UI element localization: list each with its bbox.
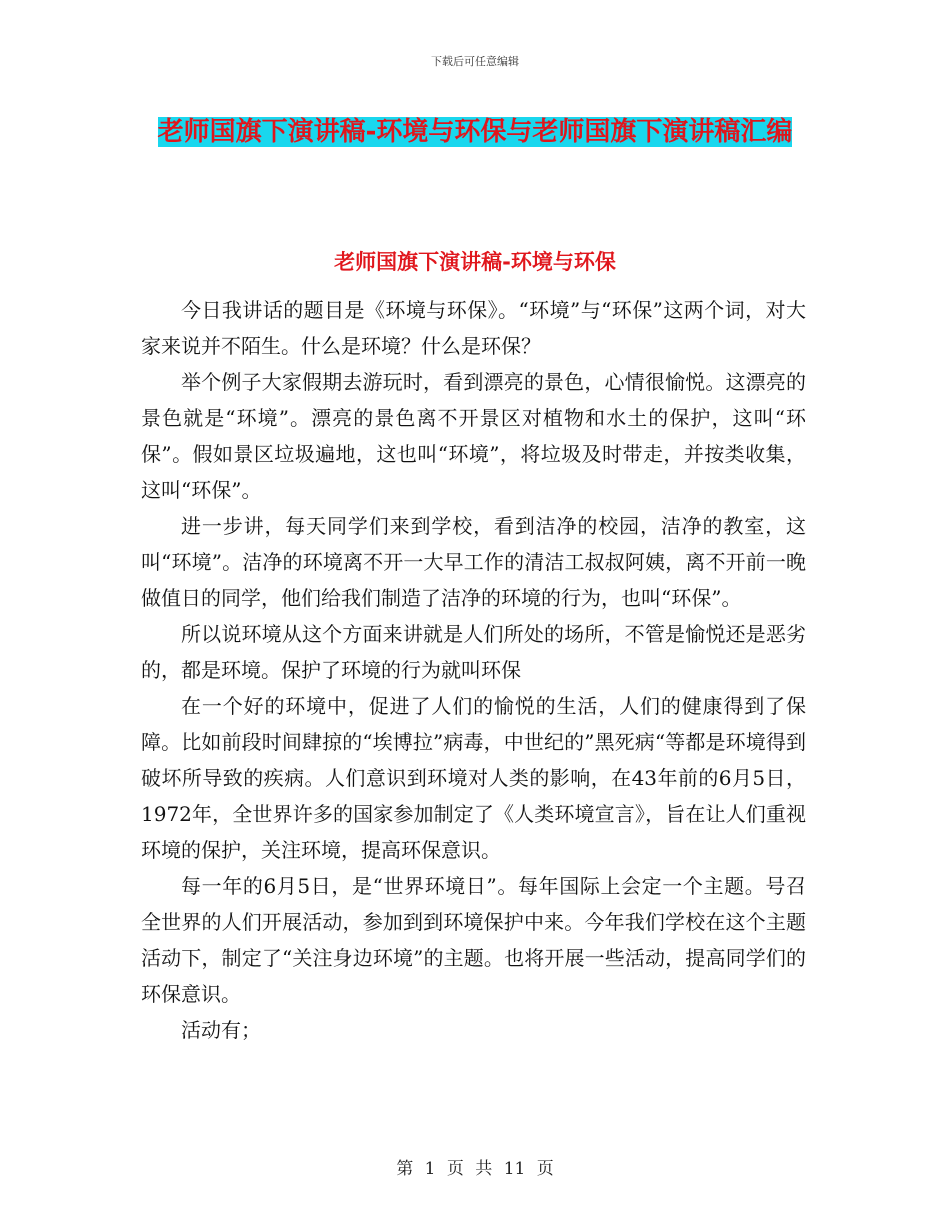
header-note: 下载后可任意编辑 [431,55,519,68]
paragraph: 所以说环境从这个方面来讲就是人们所处的场所，不管是愉悦还是恶劣的，都是环境。保护了环境的行为就叫环保 [141,622,806,682]
document-title-text: 老师国旗下演讲稿-环境与环保与老师国旗下演讲稿汇编 [157,117,793,147]
paragraph: 在一个好的环境中，促进了人们的愉悦的生活，人们的健康得到了保障。比如前段时间肆掠的“埃博拉”病毒，中世纪的”黑死病“等都是环境得到破坏所导致的疾病。人们意识到环境对人类的影响，在43年前的6月5日，1972年，全世界许多的国家参加制定了《人类环境宣言》，旨在让人们重视环境的保护，关注环境，提高环保意识。 [141,694,806,862]
paragraph: 进一步讲，每天同学们来到学校，看到洁净的校园，洁净的教室，这叫“环境”。洁净的环境离不开一大早工作的清洁工叔叔阿姨，离不开前一晚做值日的同学，他们给我们制造了洁净的环境的行为，也叫“环保”。 [141,514,806,610]
page-number-footer: 第 1 页 共 11 页 [396,1159,554,1179]
paragraph: 今日我讲话的题目是《环境与环保》。“环境”与“环保”这两个词，对大家来说并不陌生。什么是环境？什么是环保？ [141,298,806,358]
paragraph: 举个例子大家假期去游玩时，看到漂亮的景色，心情很愉悦。这漂亮的景色就是“环境”。漂亮的景色离不开景区对植物和水土的保护，这叫“环保”。假如景区垃圾遍地，这也叫“环境”，将垃圾及时带走，并按类收集，这叫“环保”。 [141,370,806,502]
paragraph: 每一年的6月5日，是“世界环境日”。每年国际上会定一个主题。号召全世界的人们开展活动，参加到到环境保护中来。今年我们学校在这个主题活动下，制定了“关注身边环境”的主题。也将开展一些活动，提高同学们的环保意识。 [141,874,806,1006]
paragraph: 活动有； [181,1018,261,1042]
document-body [141,292,806,1048]
section-title: 老师国旗下演讲稿-环境与环保 [334,250,616,274]
document-title [140,112,810,152]
